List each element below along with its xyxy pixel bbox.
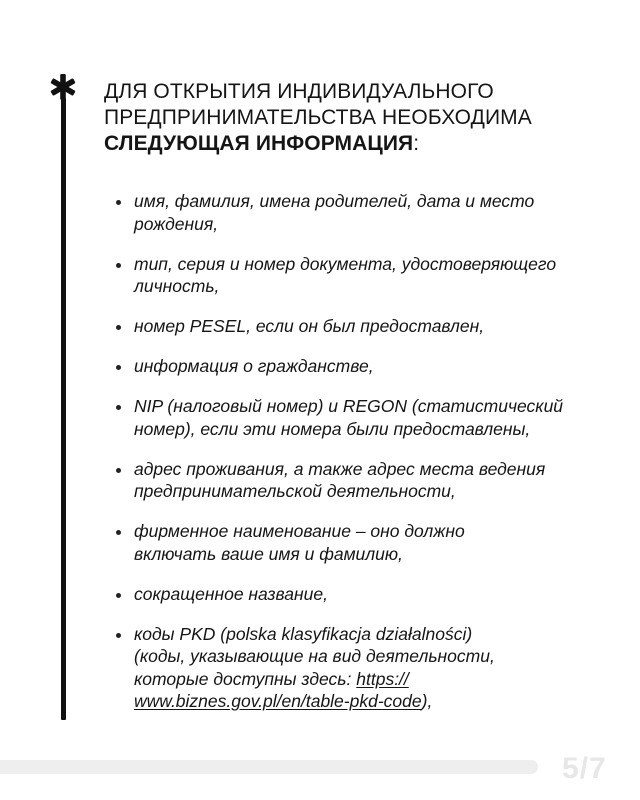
progress-bar	[0, 760, 538, 774]
list-item	[116, 458, 606, 503]
pkd-code-link-end[interactable]: www.biznes.gov.pl/en/table-pkd-code	[134, 691, 422, 711]
list-item-line: фирменное наименование – оно должно	[134, 521, 465, 541]
list-item-line: коды PKD (polska klasyfikacja działalności)	[134, 623, 473, 644]
list-item-line	[134, 668, 606, 691]
bullet-icon	[116, 325, 121, 330]
bullet-icon	[116, 530, 121, 535]
list-item-line: предпринимательской деятельности,	[134, 481, 456, 501]
heading-line-2: ПРЕДПРИНИМАТЕЛЬСТВА НЕОБХОДИМА	[104, 106, 532, 129]
page-counter	[562, 753, 607, 785]
list-item	[116, 355, 606, 378]
list-item-line	[134, 690, 606, 713]
link-closing-text: ),	[421, 691, 433, 711]
requirements-list	[116, 190, 606, 730]
heading-colon: :	[413, 132, 420, 155]
list-item	[116, 623, 606, 713]
list-item	[116, 583, 606, 606]
section-heading	[104, 79, 604, 157]
list-item-line: номер PESEL, если он был предоставлен,	[134, 316, 485, 336]
list-item-line: рождения,	[134, 213, 219, 234]
list-item	[116, 395, 606, 440]
page-current: 5	[562, 752, 580, 785]
list-item-line: NIP (налоговый номер) и REGON (статистический	[134, 396, 564, 416]
list-item	[116, 190, 606, 235]
list-item	[116, 315, 606, 338]
bullet-icon	[116, 633, 121, 638]
heading-emphasis: СЛЕДУЮЩАЯ ИНФОРМАЦИЯ	[104, 132, 414, 155]
list-item	[116, 520, 606, 565]
list-item-line: сокращенное название,	[134, 583, 328, 604]
accent-vertical-line	[61, 98, 66, 720]
list-item-line: личность,	[134, 276, 220, 296]
list-item-line: (коды, указывающие на вид деятельности,	[134, 646, 495, 666]
asterisk-icon	[50, 74, 76, 100]
bullet-icon	[116, 263, 121, 268]
bullet-icon	[116, 365, 121, 370]
link-intro-text: которые доступны здесь:	[134, 668, 357, 689]
bullet-icon	[116, 405, 121, 410]
pkd-code-link-start[interactable]: https://	[356, 668, 409, 689]
bullet-icon	[116, 593, 121, 598]
list-item-line: включать ваше имя и фамилию,	[134, 543, 403, 564]
page-total: 7	[589, 752, 607, 785]
list-item-line: номер), если эти номера были предоставлены,	[134, 418, 531, 439]
bullet-icon	[116, 468, 121, 473]
bullet-icon	[116, 200, 121, 205]
list-item-line: адрес проживания, а также адрес места ведения	[134, 458, 546, 479]
list-item-line: тип, серия и номер документа, удостоверяющего	[134, 253, 557, 274]
list-item-line: информация о гражданстве,	[134, 356, 374, 376]
heading-line-1: ДЛЯ ОТКРЫТИЯ ИНДИВИДУАЛЬНОГО	[104, 80, 494, 103]
list-item-line: имя, фамилия, имена родителей, дата и место	[134, 191, 535, 211]
heading-line-3	[104, 131, 604, 157]
list-item	[116, 253, 606, 298]
page-separator: /	[579, 752, 590, 785]
